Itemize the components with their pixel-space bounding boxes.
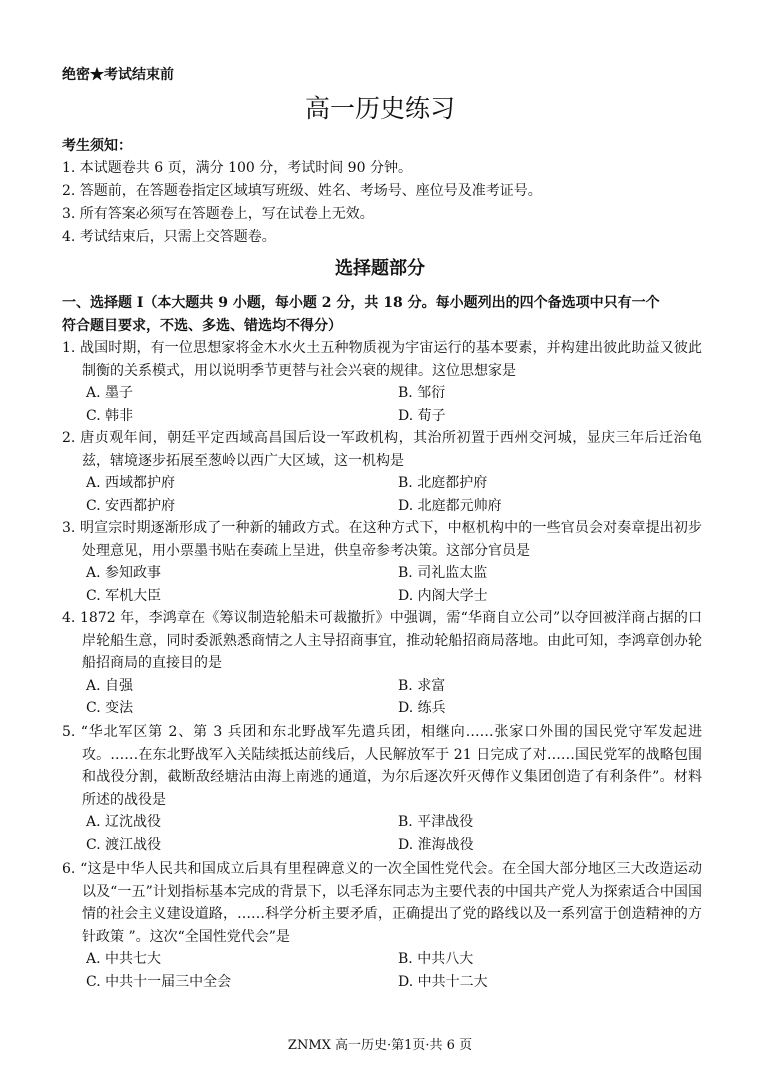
page-footer: ZNMX 高一历史·第1页·共 6 页 [287, 1038, 473, 1053]
question-stem: 4. 1872 年，李鸿章在《筹议制造轮船未可裁撤折》中强调，需“华商自立公司”以夺回被洋商占据的口岸轮船生意，同时委派熟悉商情之人主导招商事宜，推动轮船招商局落地。由此可知，李鸿章创办轮船招商局的直接目的是 [62, 610, 702, 671]
option-a: A. 西域都护府 [86, 475, 176, 491]
option-d: D. 淮海战役 [398, 836, 474, 853]
option-c: C. 安西都护府 [86, 497, 176, 514]
question-stem: 1. 战国时期，有一位思想家将金木水火土五种物质视为宇宙运行的基本要素，并构建出彼此助益又彼此制衡的关系模式，用以说明季节更替与社会兴衰的规律。这位思想家是 [62, 340, 702, 379]
question-stem: 5. “华北军区第 2、第 3 兵团和东北野战军先遣兵团，相继向……张家口外围的国民党守军发起进攻。……在东北野战军入关陆续抵达前线后，人民解放军于 21 日完成了对……国民党军的战略包围和战役分割，截断敌经塘沽由海上南逃的通道，为尔后逐次歼灭傅作义集团创造了有利条件”。材料所述的战役是 [62, 724, 702, 808]
option-a: A. 参知政事 [86, 565, 162, 581]
question-stem: 2. 唐贞观年间，朝廷平定西域高昌国后设一军政机构，其治所初置于西州交河城，显庆三年后迁治龟兹，辖境逐步拓展至葱岭以西广大区域，这一机构是 [62, 430, 702, 469]
option-c: C. 渡江战役 [86, 836, 162, 853]
notice-item: 2. 答题前，在答题卷指定区域填写班级、姓名、考场号、座位号及准考证号。 [62, 183, 542, 199]
secret-mark: 绝密★考试结束前 [62, 67, 174, 83]
option-d: D. 北庭都元帅府 [398, 497, 502, 514]
option-c: C. 韩非 [86, 407, 134, 424]
option-a: A. 辽沈战役 [86, 814, 162, 830]
notice-item: 4. 考试结束后，只需上交答题卷。 [62, 229, 276, 245]
notice-item: 3. 所有答案必须写在答题卷上，写在试卷上无效。 [62, 206, 374, 222]
question-4 [62, 607, 702, 720]
option-b: B. 司礼监太监 [398, 565, 488, 581]
option-d: D. 内阁大学士 [398, 587, 488, 604]
option-d: D. 练兵 [398, 700, 446, 716]
option-b: B. 邹衍 [398, 385, 446, 401]
question-3 [62, 517, 702, 607]
option-d: D. 荀子 [398, 407, 446, 424]
section-heading: 符合题目要求，不选、多选、错选均不得分） [62, 318, 342, 334]
question-2 [62, 427, 702, 517]
option-b: B. 中共八大 [398, 951, 474, 967]
option-b: B. 北庭都护府 [398, 475, 488, 491]
option-b: B. 求富 [398, 677, 446, 694]
notice-item: 1. 本试题卷共 6 页，满分 100 分，考试时间 90 分钟。 [62, 160, 412, 176]
option-a: A. 中共七大 [86, 951, 162, 967]
question-6 [62, 858, 702, 993]
section-heading: 一、选择题 I（本大题共 9 小题，每小题 2 分，共 18 分。每小题列出的四个备选项中只有一个 [62, 295, 660, 311]
page-title: 高一历史练习 [304, 94, 455, 123]
section-title: 选择题部分 [335, 258, 425, 279]
question-stem: 3. 明宣宗时期逐渐形成了一种新的辅政方式。在这种方式下，中枢机构中的一些官员会对奏章提出初步处理意见，用小票墨书贴在奏疏上呈进，供皇帝参考决策。这部分官员是 [62, 520, 702, 559]
option-c: C. 变法 [86, 700, 134, 716]
option-d: D. 中共十二大 [398, 973, 488, 990]
question-5 [62, 721, 702, 856]
option-a: A. 墨子 [86, 385, 134, 401]
question-1 [62, 337, 702, 427]
option-c: C. 中共十一届三中全会 [86, 973, 232, 990]
question-stem: 6. “这是中华人民共和国成立后具有里程碑意义的一次全国性党代会。在全国大部分地区三大改造运动以及“一五”计划指标基本完成的背景下，以毛泽东同志为主要代表的中国共产党人为探索适合中国国情的社会主义建设道路，……科学分析主要矛盾，正确提出了党的路线以及一系列富于创造精神的方针政策 ”。这次“全国性党代会”是 [62, 861, 702, 945]
option-b: B. 平津战役 [398, 814, 474, 830]
notice-heading: 考生须知： [62, 138, 132, 154]
option-c: C. 军机大臣 [86, 587, 162, 604]
option-a: A. 自强 [86, 677, 134, 694]
